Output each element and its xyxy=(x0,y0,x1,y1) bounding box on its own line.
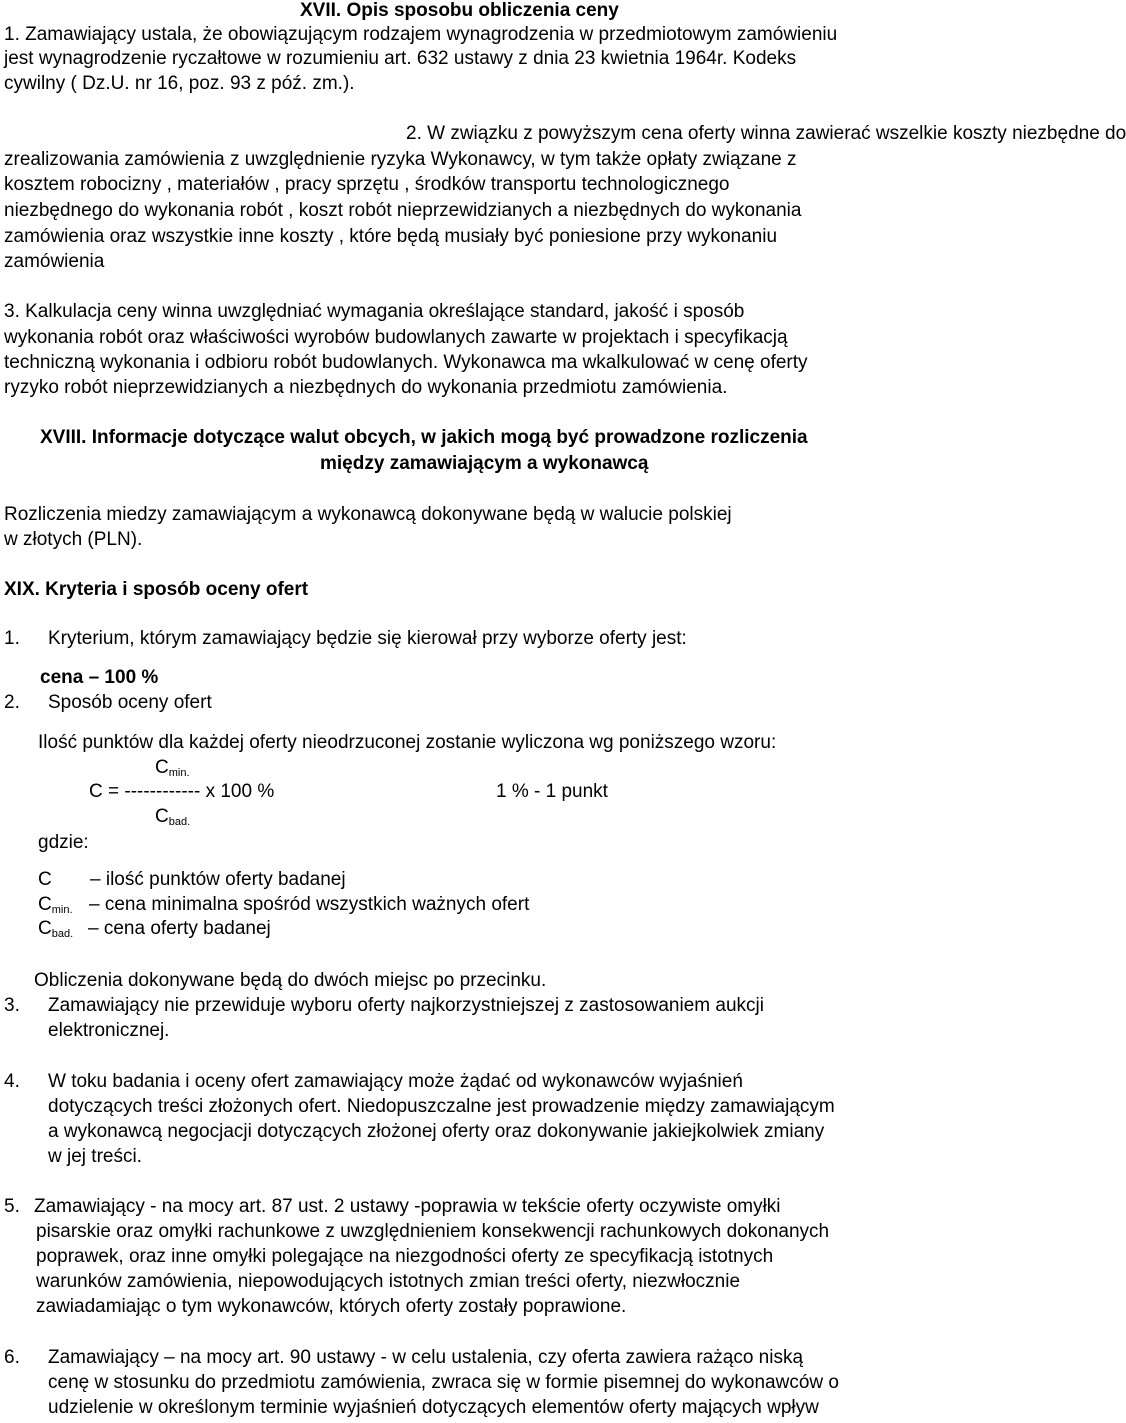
formula-equation: C = ------------ x 100 % xyxy=(89,781,275,802)
s17-p3-line-2: wykonania robót oraz właściwości wyrobów budowlanych zawarte w projektach i specyfikacją xyxy=(4,327,788,348)
section-18-heading-line-2: między zamawiającym a wykonawcą xyxy=(320,453,649,474)
item-2-number: 2. xyxy=(4,692,20,713)
legend-symbol-c-bad: $C_{bad.}$ xyxy=(38,918,74,940)
s17-p1-line-3: cywilny ( Dz.U. nr 16, poz. 93 z póź. zm.). xyxy=(4,73,355,94)
item-4-number: 4. xyxy=(4,1071,20,1092)
s18-body-line-2: w złotych (PLN). xyxy=(4,529,143,550)
section-18-heading-line-1: XVIII. Informacje dotyczące walut obcych, w jakich mogą być prowadzone rozliczenia xyxy=(40,427,808,448)
item-5-line-2: pisarskie oraz omyłki rachunkowe z uwzględnieniem konsekwencji rachunkowych dokonanych xyxy=(36,1221,830,1242)
criterion-price: cena – 100 % xyxy=(40,667,159,688)
formula-where-label: gdzie: xyxy=(38,832,89,853)
legend-symbol-c-min: $C_{min.}$ xyxy=(38,894,73,916)
legend-symbol-c: C xyxy=(38,869,52,890)
item-3-number: 3. xyxy=(4,995,20,1016)
item-1-text: Kryterium, którym zamawiający będzie się kierował przy wyborze oferty jest: xyxy=(48,628,687,649)
item-4-line-1: W toku badania i oceny ofert zamawiający może żądać od wykonawców wyjaśnień xyxy=(48,1071,743,1092)
item-4-line-2: dotyczących treści złożonych ofert. Niedopuszczalne jest prowadzenie między zamawiającym xyxy=(48,1096,835,1117)
item-1-number: 1. xyxy=(4,628,20,649)
formula-denominator: $C_{bad.}$ xyxy=(155,806,191,828)
item-2-text: Sposób oceny ofert xyxy=(48,692,212,713)
s17-p1-line-2: jest wynagrodzenie ryczałtowe w rozumieniu art. 632 ustawy z dnia 23 kwietnia 1964r. Kodeks xyxy=(4,48,797,69)
item-6-line-3: udzielenie w określonym terminie wyjaśnień dotyczących elementów oferty mających wpływ xyxy=(48,1397,819,1418)
s17-p2-line-3: kosztem robocizny , materiałów , pracy sprzętu , środków transportu technologicznego xyxy=(4,174,730,195)
legend-desc-c-min: – cena minimalna spośród wszystkich ważnych ofert xyxy=(89,894,530,915)
s17-p3-line-4: ryzyko robót nieprzewidzianych a niezbędnych do wykonania przedmiotu zamówienia. xyxy=(4,377,728,398)
legend-desc-c: – ilość punktów oferty badanej xyxy=(90,869,346,890)
s17-p2-line-1: 2. W związku z powyższym cena oferty winna zawierać wszelkie koszty niezbędne do xyxy=(406,123,1126,144)
s17-p3-line-1: 3. Kalkulacja ceny winna uwzględniać wymagania określające standard, jakość i sposób xyxy=(4,301,745,322)
item-5-line-5: zawiadamiając o tym wykonawców, których oferty zostały poprawione. xyxy=(36,1296,627,1317)
item-4-line-3: a wykonawcą negocjacji dotyczących złożonej oferty oraz dokonywanie jakiejkolwiek zmiany xyxy=(48,1121,825,1142)
item-6-number: 6. xyxy=(4,1347,20,1368)
section-17-heading: XVII. Opis sposobu obliczenia ceny xyxy=(300,0,619,21)
section-19-heading: XIX. Kryteria i sposób oceny ofert xyxy=(4,579,309,600)
s17-p1-line-1: 1. Zamawiający ustala, że obowiązującym rodzajem wynagrodzenia w przedmiotowym zamówieniu xyxy=(4,24,838,45)
rounding-note: Obliczenia dokonywane będą do dwóch miejsc po przecinku. xyxy=(34,970,547,991)
item-5-number: 5. xyxy=(4,1196,20,1217)
item-3-line-2: elektronicznej. xyxy=(48,1020,170,1041)
item-5-line-3: poprawek, oraz inne omyłki polegające na niezgodności oferty ze specyfikacją istotnych xyxy=(36,1246,774,1267)
item-5-line-4: warunków zamówienia, niepowodujących istotnych zmian treści oferty, niezwłocznie xyxy=(36,1271,741,1292)
item-5-line-1: Zamawiający - na mocy art. 87 ust. 2 ustawy -poprawia w tekście oferty oczywiste omyłki xyxy=(34,1196,781,1217)
formula-numerator: $C_{min.}$ xyxy=(155,757,190,779)
s17-p2-line-2: zrealizowania zamówienia z uwzględnienie ryzyka Wykonawcy, w tym także opłaty związane z xyxy=(4,149,797,170)
legend-desc-c-bad: – cena oferty badanej xyxy=(88,918,271,939)
s17-p2-line-4: niezbędnego do wykonania robót , koszt robót nieprzewidzianych a niezbędnych do wykonania xyxy=(4,200,802,221)
item-4-line-4: w jej treści. xyxy=(48,1146,142,1167)
s18-body-line-1: Rozliczenia miedzy zamawiającym a wykonawcą dokonywane będą w walucie polskiej xyxy=(4,504,732,525)
formula-intro: Ilość punktów dla każdej oferty nieodrzuconej zostanie wyliczona wg poniższego wzoru: xyxy=(38,732,777,753)
formula-scale-note: 1 % - 1 punkt xyxy=(496,781,608,802)
s17-p3-line-3: techniczną wykonania i odbioru robót budowlanych. Wykonawca ma wkalkulować w cenę oferty xyxy=(4,352,808,373)
s17-p2-line-5: zamówienia oraz wszystkie inne koszty , które będą musiały być poniesione przy wykonaniu xyxy=(4,226,778,247)
s17-p2-line-6: zamówienia xyxy=(4,251,105,272)
item-6-line-1: Zamawiający – na mocy art. 90 ustawy - w celu ustalenia, czy oferta zawiera rażąco niską xyxy=(48,1347,804,1368)
item-6-line-2: cenę w stosunku do przedmiotu zamówienia, zwraca się w formie pisemnej do wykonawców o xyxy=(48,1372,839,1393)
item-3-line-1: Zamawiający nie przewiduje wyboru oferty najkorzystniejszej z zastosowaniem aukcji xyxy=(48,995,764,1016)
